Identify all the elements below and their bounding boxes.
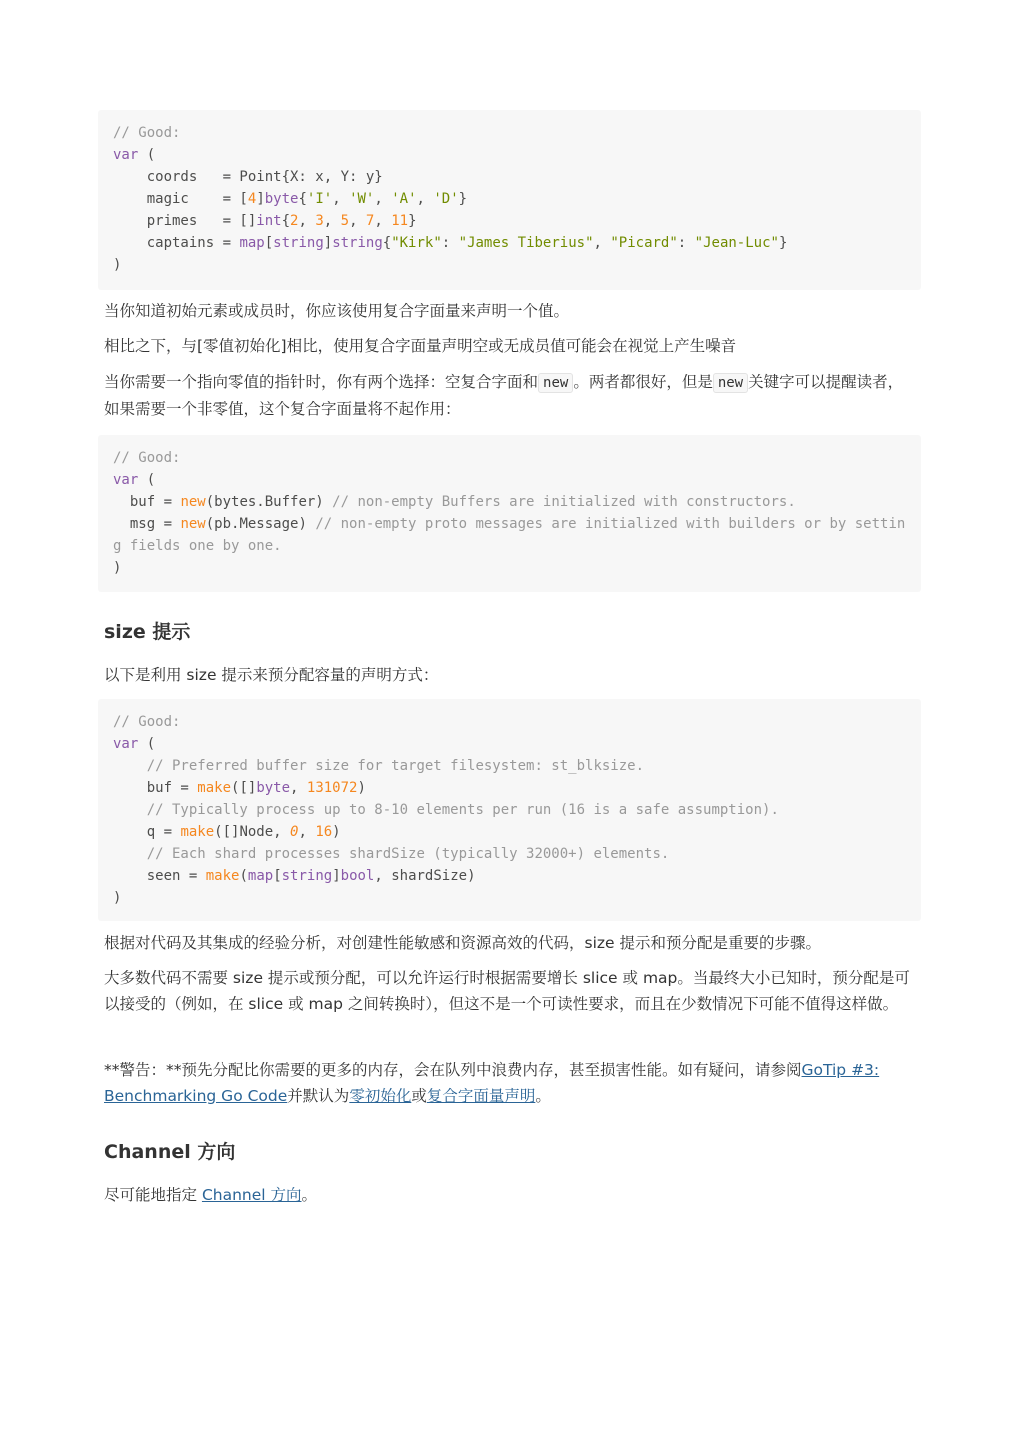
code-text: { [298,191,307,207]
paragraph [104,369,916,422]
code-comment: // Typically process up to 8-10 elements per run (16 is a safe assumption). [113,802,779,818]
code-builtin: make [197,780,232,796]
link-composite-literal-declaration[interactable]: 复合字面量声明 [426,1087,536,1105]
code-number: 0 [290,824,299,840]
code-text: ( [138,736,156,752]
code-keyword: map [239,235,265,251]
code-number: 131072 [306,780,358,796]
code-keyword: byte [256,780,291,796]
code-text: } [408,213,417,229]
code-text: ) [332,824,341,840]
paragraph: 以下是利用 size 提示来预分配容量的声明方式： [104,666,439,684]
paragraph-text: 当你需要一个指向零值的指针时，你有两个选择：空复合字面和 [104,373,539,391]
code-text: { [281,213,291,229]
code-block-composite-literals: // Good: var ( coords = Point{X: x, Y: y} magic = [4]byte{'I', 'W', 'A', 'D'} primes = []int{2, 3, 5, 7, 11} captains = map[string]string{"Kirk": "James Tiberius", "Picard": "Jean-Luc"} ) [98,110,921,290]
code-string: "Kirk" [391,235,442,251]
code-text: ] [332,868,341,884]
code-text: ] [256,191,265,207]
code-keyword: var [113,736,139,752]
paragraph [104,1182,916,1208]
code-builtin: new [180,494,206,510]
code-keyword: map [247,868,274,884]
code-text: (pb.Message) [205,516,316,532]
link-gotip-benchmarking[interactable]: GoTip #3: Benchmarking Go Code [104,1061,880,1105]
code-text: buf = [113,494,181,510]
code-keyword: bool [340,868,375,884]
paragraph-text: **警告：**预先分配比你需要的更多的内存，会在队列中浪费内存，甚至损害性能。如有疑问，请参阅 [104,1061,802,1079]
code-text: ([] [231,780,257,796]
inline-code: new [538,373,573,393]
code-keyword: byte [264,191,299,207]
code-comment: // Good: [113,450,181,466]
code-text: ( [138,472,156,488]
code-string: 'A' [391,191,417,207]
code-block-new-pointers [98,435,921,592]
code-keyword: var [113,147,139,163]
code-text: , shardSize) [374,868,476,884]
code-text: magic = [ [113,191,248,207]
code-string: "Picard" [610,235,678,251]
code-number: 5 [340,213,350,229]
code-comment: // non-empty proto messages are initialized with builders or by setting fields one by one. [113,516,906,554]
code-text: q = [113,824,181,840]
code-text: primes = [] [113,213,257,229]
code-string: 'D' [433,191,459,207]
code-text: (bytes.Buffer) [205,494,333,510]
code-keyword: string [281,868,333,884]
code-string: 'I' [306,191,333,207]
code-keyword: var [113,472,139,488]
code-number: 4 [247,191,257,207]
paragraph: 当你知道初始元素或成员时，你应该使用复合字面量来声明一个值。 [104,302,570,320]
paragraph: 根据对代码及其集成的经验分析，对创建性能敏感和资源高效的代码，size 提示和预分配是重要的步骤。 [104,934,821,952]
code-string: 'W' [349,191,375,207]
code-text: buf = [113,780,198,796]
code-builtin: make [205,868,240,884]
code-text: ) [113,257,122,273]
code-number: 2 [290,213,299,229]
paragraph-text: 并默认为 [287,1087,350,1105]
code-text: ) [113,560,122,576]
paragraph-text: 尽可能地指定 [104,1186,202,1204]
code-text: seen = [113,868,206,884]
code-builtin: new [180,516,206,532]
paragraph-warning [104,1057,916,1109]
code-keyword: string [273,235,324,251]
code-text: msg = [113,516,181,532]
paragraph: 大多数代码不需要 size 提示或预分配，可以允许运行时根据需要增长 slice 或 map。当最终大小已知时，预分配是可以接受的（例如，在 slice 或 map 之间转换时），但这不是一个可读性要求，而且在少数情况下可能不值得这样做。 [104,969,910,1013]
paragraph-text: 。两者都很好，但是 [573,373,713,391]
code-comment: // Preferred buffer size for target filesystem: st_blksize. [113,758,645,774]
code-text: ] [323,235,333,251]
code-number: 7 [365,213,375,229]
code-comment: // non-empty Buffers are initialized with constructors. [332,494,796,510]
code-text: ) [357,780,366,796]
paragraph-text: 或 [411,1087,427,1105]
code-comment: // Each shard processes shardSize (typically 32000+) elements. [113,846,670,862]
code-comment: // Good: [113,125,181,141]
inline-code: new [713,373,748,393]
code-text: } [778,235,788,251]
code-text: [ [273,868,282,884]
code-number: 16 [315,824,333,840]
code-string: "James Tiberius" [458,235,594,251]
paragraph-text: 。 [301,1186,318,1204]
code-number: 3 [315,213,324,229]
paragraph-text: 。 [535,1087,551,1105]
code-text: ( [138,147,156,163]
paragraph-text: 关键字可以提醒读者，如果需要一个非零值，这个复合字面量将不起作用： [104,373,904,418]
code-block-size-hints [98,699,921,921]
code-keyword: int [256,213,282,229]
section-heading-size-hints: size 提示 [104,621,191,643]
code-string: "Jean-Luc" [694,235,779,251]
code-number: 11 [391,213,409,229]
code-text: ( [239,868,248,884]
code-text: ) [113,890,122,906]
code-text: } [458,191,468,207]
code-text: coords = Point{X: x, Y: y} [113,169,383,185]
code-text: { [382,235,392,251]
code-text: , [298,824,316,840]
code-builtin: make [180,824,215,840]
code-text: captains = [113,235,240,251]
code-keyword: string [332,235,383,251]
code-text: [ [264,235,274,251]
link-zero-initialization[interactable]: 零初始化 [349,1087,412,1105]
code-text: , [290,780,307,796]
link-channel-direction[interactable]: Channel 方向 [201,1186,302,1204]
section-heading-channel-direction: Channel 方向 [104,1141,236,1163]
paragraph: 相比之下，与[零值初始化]相比，使用复合字面量声明空或无成员值可能会在视觉上产生噪音 [104,337,737,355]
code-comment: // Good: [113,714,181,730]
code-text: ([]Node, [214,824,291,840]
